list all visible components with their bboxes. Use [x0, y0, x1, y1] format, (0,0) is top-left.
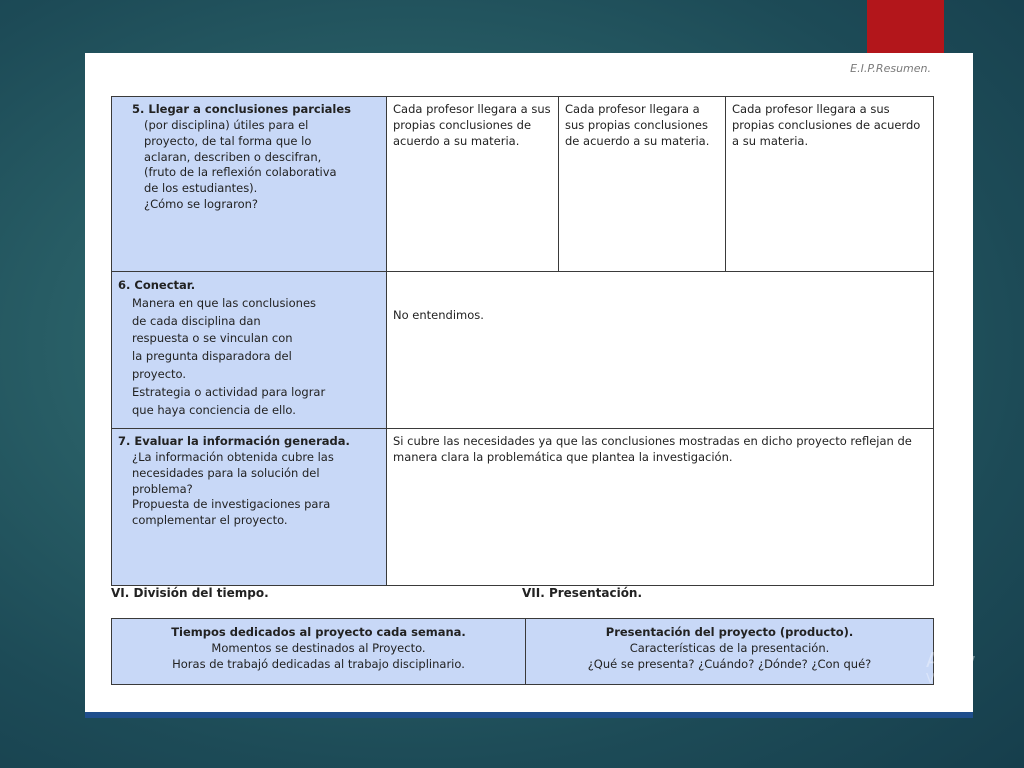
- row-evaluar: [112, 429, 934, 586]
- slide-bottom-bar: [85, 712, 973, 718]
- summary-table: [111, 96, 934, 586]
- row6-title: 6. Conectar.: [118, 278, 196, 292]
- row5-label-cell: [112, 97, 387, 272]
- header-tag: E.I.P.Resumen.: [850, 62, 931, 75]
- presentacion-line: Características de la presentación.: [629, 641, 830, 656]
- row5-desc-line: de los estudiantes).: [144, 181, 258, 196]
- row5-title: 5. Llegar a conclusiones parciales: [132, 102, 352, 116]
- tiempos-title: Tiempos dedicados al proyecto cada semana.: [171, 625, 466, 639]
- row5-col1: Cada profesor llegara a sus propias conclusiones de acuerdo a su materia.: [387, 97, 559, 272]
- row6-label-cell: [112, 272, 387, 429]
- row6-answer: [387, 272, 934, 429]
- row7-line: problema?: [132, 481, 193, 496]
- row-conectar: [112, 272, 934, 429]
- watermark-line1: Activ: [926, 648, 976, 672]
- row6-line: la pregunta disparadora del: [132, 349, 292, 364]
- presentacion-cell: [526, 619, 934, 685]
- row6-line: respuesta o se vinculan con: [132, 331, 293, 346]
- row-conclusiones: [112, 97, 934, 272]
- bottom-table: [111, 618, 934, 685]
- row6-line: Manera en que las conclusiones: [132, 295, 317, 310]
- row5-col2: Cada profesor llegara a sus propias conclusiones de acuerdo a su materia.: [559, 97, 726, 272]
- row5-col3: Cada profesor llegara a sus propias conclusiones de acuerdo a su materia.: [726, 97, 934, 272]
- slide: [85, 53, 973, 712]
- row6-answer-text: No entendimos.: [393, 308, 484, 322]
- row6-line: proyecto.: [132, 367, 187, 382]
- row7-line: Propuesta de investigaciones para: [132, 497, 331, 512]
- row5-desc-line: (fruto de la reflexión colaborativa: [144, 165, 337, 180]
- row7-line: necesidades para la solución del: [132, 465, 320, 480]
- activation-watermark: [926, 648, 976, 688]
- section-presentacion: VII. Presentación.: [522, 586, 643, 600]
- section-division-tiempo: VI. División del tiempo.: [111, 586, 269, 600]
- row6-line: que haya conciencia de ello.: [132, 402, 296, 417]
- presentacion-title: Presentación del proyecto (producto).: [605, 625, 854, 639]
- row7-answer: Si cubre las necesidades ya que las conclusiones mostradas en dicho proyecto reflejan de manera clara la problemática que plantea la investigación.: [387, 429, 934, 586]
- row7-line: complementar el proyecto.: [132, 513, 288, 528]
- tiempos-cell: [112, 619, 526, 685]
- row7-title: 7. Evaluar la información generada.: [118, 434, 350, 448]
- row5-desc-line: proyecto, de tal forma que lo: [144, 133, 312, 148]
- row5-desc-line: (por disciplina) útiles para el: [144, 117, 309, 132]
- presentacion-line: ¿Qué se presenta? ¿Cuándo? ¿Dónde? ¿Con qué?: [587, 657, 872, 672]
- row6-line: Estrategia o actividad para lograr: [132, 384, 326, 399]
- tiempos-line: Horas de trabajó dedicadas al trabajo disciplinario.: [172, 657, 465, 672]
- tiempos-line: Momentos se destinados al Proyecto.: [211, 641, 426, 656]
- red-accent-tab: [867, 0, 944, 53]
- row7-line: ¿La información obtenida cubre las: [132, 449, 334, 464]
- watermark-line2: Ve a C: [926, 672, 968, 687]
- row6-line: de cada disciplina dan: [132, 313, 261, 328]
- row5-desc-line: aclaran, describen o descifran,: [144, 149, 322, 164]
- bottom-row: [112, 619, 934, 685]
- row7-label-cell: [112, 429, 387, 586]
- row5-question: ¿Cómo se lograron?: [144, 197, 258, 212]
